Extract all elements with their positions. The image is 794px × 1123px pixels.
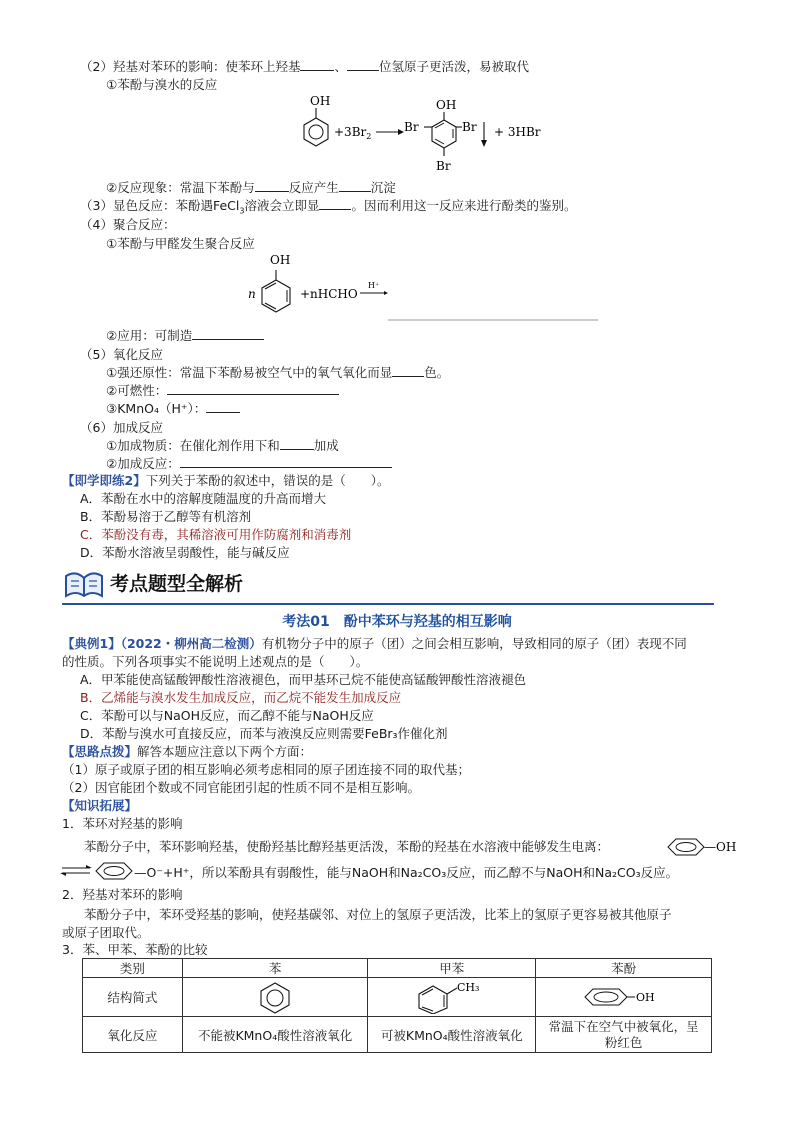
- knowledge-p1b: —O⁻+H⁺，所以苯酚具有弱酸性，能与NaOH和Na₂CO₃反应，而乙醇不与NaOH和Na₂CO₃反应。: [134, 865, 679, 880]
- s6-sub1: ①加成物质：在催化剂作用下和 加成: [106, 438, 339, 453]
- s4-title: （4）聚合反应：: [80, 217, 176, 232]
- svg-text:H⁺: H⁺: [368, 281, 380, 290]
- thinking-line: 【思路点拨】解答本题应注意以下两个方面：: [62, 744, 313, 759]
- thinking-p2: （2）因官能团个数或不同官能团引起的性质不同不是相互影响。: [62, 780, 420, 795]
- table-header: 类别: [83, 959, 183, 978]
- table-cell: 不能被KMnO₄酸性溶液氧化: [182, 1017, 368, 1053]
- svg-text:CH₃: CH₃: [456, 981, 480, 994]
- example-option-c[interactable]: C．苯酚可以与NaOH反应，而乙醇不能与NaOH反应: [80, 708, 374, 723]
- aromatic-circle: [309, 125, 323, 139]
- svg-text:OH: OH: [635, 991, 655, 1004]
- s2-line1: （2）羟基对苯环的影响：使苯环上羟基 、 位氢原子更活泼，易被取代: [80, 59, 529, 74]
- banner-title: 考点题型全解析: [110, 573, 244, 595]
- svg-text:n: n: [248, 287, 256, 301]
- method-title: 考法01 酚中苯环与羟基的相互影响: [282, 614, 512, 630]
- svg-text:+ 3HBr: + 3HBr: [494, 125, 541, 139]
- fill-blank[interactable]: [167, 382, 339, 395]
- knowledge-h3: 3．苯、甲苯、苯酚的比较: [62, 942, 208, 957]
- s6-title: （6）加成反应: [80, 420, 163, 435]
- toluene-structure: [409, 980, 495, 1014]
- practice-stem: 【即学即练2】下列关于苯酚的叙述中，错误的是（ ）。: [62, 473, 390, 488]
- s2-sub2: ②反应现象：常温下苯酚与 反应产生 沉淀: [106, 180, 396, 195]
- table-header: 甲苯: [368, 959, 536, 978]
- svg-text:OH: OH: [270, 253, 291, 267]
- svg-text:Br: Br: [436, 159, 451, 173]
- example-stem-1: 【典例1】（2022・柳州高二检测）有机物分子中的原子（团）之间会相互影响，导致相同的原子（团）表现不同: [62, 636, 687, 651]
- s6-sub2: ②加成反应：: [106, 455, 392, 472]
- s5-sub3: ③KMnO₄（H⁺）：: [106, 400, 240, 417]
- practice-option-b[interactable]: B．苯酚易溶于乙醇等有机溶剂: [80, 509, 252, 524]
- svg-text:+nHCHO: +nHCHO: [300, 287, 358, 301]
- table-header-row: [83, 959, 712, 978]
- s2-sub1: ①苯酚与溴水的反应: [106, 77, 218, 92]
- fill-blank[interactable]: [206, 400, 240, 413]
- s5-sub2: ②可燃性：: [106, 382, 339, 399]
- table-cell: [368, 978, 536, 1017]
- polymerization-equation: [240, 250, 620, 325]
- s3-line: （3）显色反应：苯酚遇FeCl$_3$溶液会立即显 。因而利用这一反应来进行酚类的鉴别。: [80, 198, 577, 216]
- phenol-structure: [579, 980, 669, 1014]
- example-option-b[interactable]: B．乙烯能与溴水发生加成反应，而乙烷不能发生加成反应: [80, 690, 402, 705]
- knowledge-p2b: 或原子团取代。: [62, 925, 150, 940]
- practice-option-c[interactable]: C．苯酚没有毒，其稀溶液可用作防腐剂和消毒剂: [80, 527, 352, 542]
- oh-label: OH: [310, 94, 331, 108]
- knowledge-h2: 2．羟基对苯环的影响: [62, 887, 183, 902]
- svg-text:OH: OH: [436, 98, 457, 112]
- table-header: 苯: [182, 959, 368, 978]
- example-option-a[interactable]: A．甲苯能使高锰酸钾酸性溶液褪色，而甲基环己烷不能使高锰酸钾酸性溶液褪色: [80, 672, 527, 687]
- fill-blank[interactable]: [300, 58, 334, 71]
- table-cell: 氧化反应: [83, 1017, 183, 1053]
- knowledge-p2a: 苯酚分子中，苯环受羟基的影响，使羟基碳邻、对位上的氢原子更活泼，比苯上的氢原子更容易被其他原子: [84, 907, 672, 922]
- s5-sub1: ①强还原性：常温下苯酚易被空气中的氧气氧化而显 色。: [106, 365, 450, 380]
- phenol-ionization-structure: [660, 836, 740, 858]
- banner-rule: [62, 603, 714, 605]
- table-row: [83, 1017, 712, 1053]
- bromination-equation: [290, 92, 550, 180]
- book-icon: [62, 566, 106, 600]
- fill-blank[interactable]: [319, 197, 351, 210]
- example-option-d[interactable]: D．苯酚与溴水可直接反应，而苯与液溴反应则需要FeBr₃作催化剂: [80, 726, 448, 741]
- table-cell: 可被KMnO₄酸性溶液氧化: [368, 1017, 536, 1053]
- comparison-table: [82, 958, 712, 1053]
- table-cell: 常温下在空气中被氧化，呈 粉红色: [536, 1017, 712, 1053]
- svg-text:Br: Br: [404, 120, 419, 134]
- knowledge-p1a: 苯酚分子中，苯环影响羟基，使酚羟基比醇羟基更活泼，苯酚的羟基在水溶液中能够发生电离：: [84, 839, 610, 854]
- table-cell: [536, 978, 712, 1017]
- benzene-ring: [304, 118, 328, 146]
- fill-blank[interactable]: [392, 364, 424, 377]
- benzene-ring-flat: [96, 863, 132, 879]
- table-cell: 结构简式: [83, 978, 183, 1017]
- practice-option-a[interactable]: A．苯酚在水中的溶解度随温度的升高而增大: [80, 491, 327, 506]
- fill-blank[interactable]: [280, 437, 314, 450]
- fill-blank[interactable]: [255, 179, 289, 192]
- fill-blank[interactable]: [180, 455, 392, 468]
- benzene-ring-flat: [668, 839, 704, 855]
- fill-blank[interactable]: [339, 179, 371, 192]
- table-row: [83, 978, 712, 1017]
- benzene-structure: [255, 980, 295, 1014]
- fill-blank[interactable]: [192, 327, 264, 340]
- s4-sub2: ②应用：可制造: [106, 327, 264, 344]
- fill-blank[interactable]: [347, 58, 379, 71]
- knowledge-tag: 【知识拓展】: [62, 798, 138, 813]
- table-cell: [182, 978, 368, 1017]
- svg-text:—OH: —OH: [704, 840, 737, 854]
- benzene-ring: [262, 280, 290, 312]
- svg-text:Br: Br: [462, 120, 477, 134]
- thinking-p1: （1）原子或原子团的相互影响必须考虑相同的原子团连接不同的取代基；: [62, 762, 470, 777]
- example-stem-2: 的性质。下列各项事实不能说明上述观点的是（ ）。: [62, 654, 369, 669]
- practice-option-d[interactable]: D．苯酚水溶液呈弱酸性，能与碱反应: [80, 545, 290, 560]
- knowledge-h1: 1．苯环对羟基的影响: [62, 816, 183, 831]
- table-header: 苯酚: [536, 959, 712, 978]
- s4-sub1: ①苯酚与甲醛发生聚合反应: [106, 236, 255, 251]
- reagent: $+3Br_2$: [334, 125, 372, 141]
- s5-title: （5）氧化反应: [80, 347, 163, 362]
